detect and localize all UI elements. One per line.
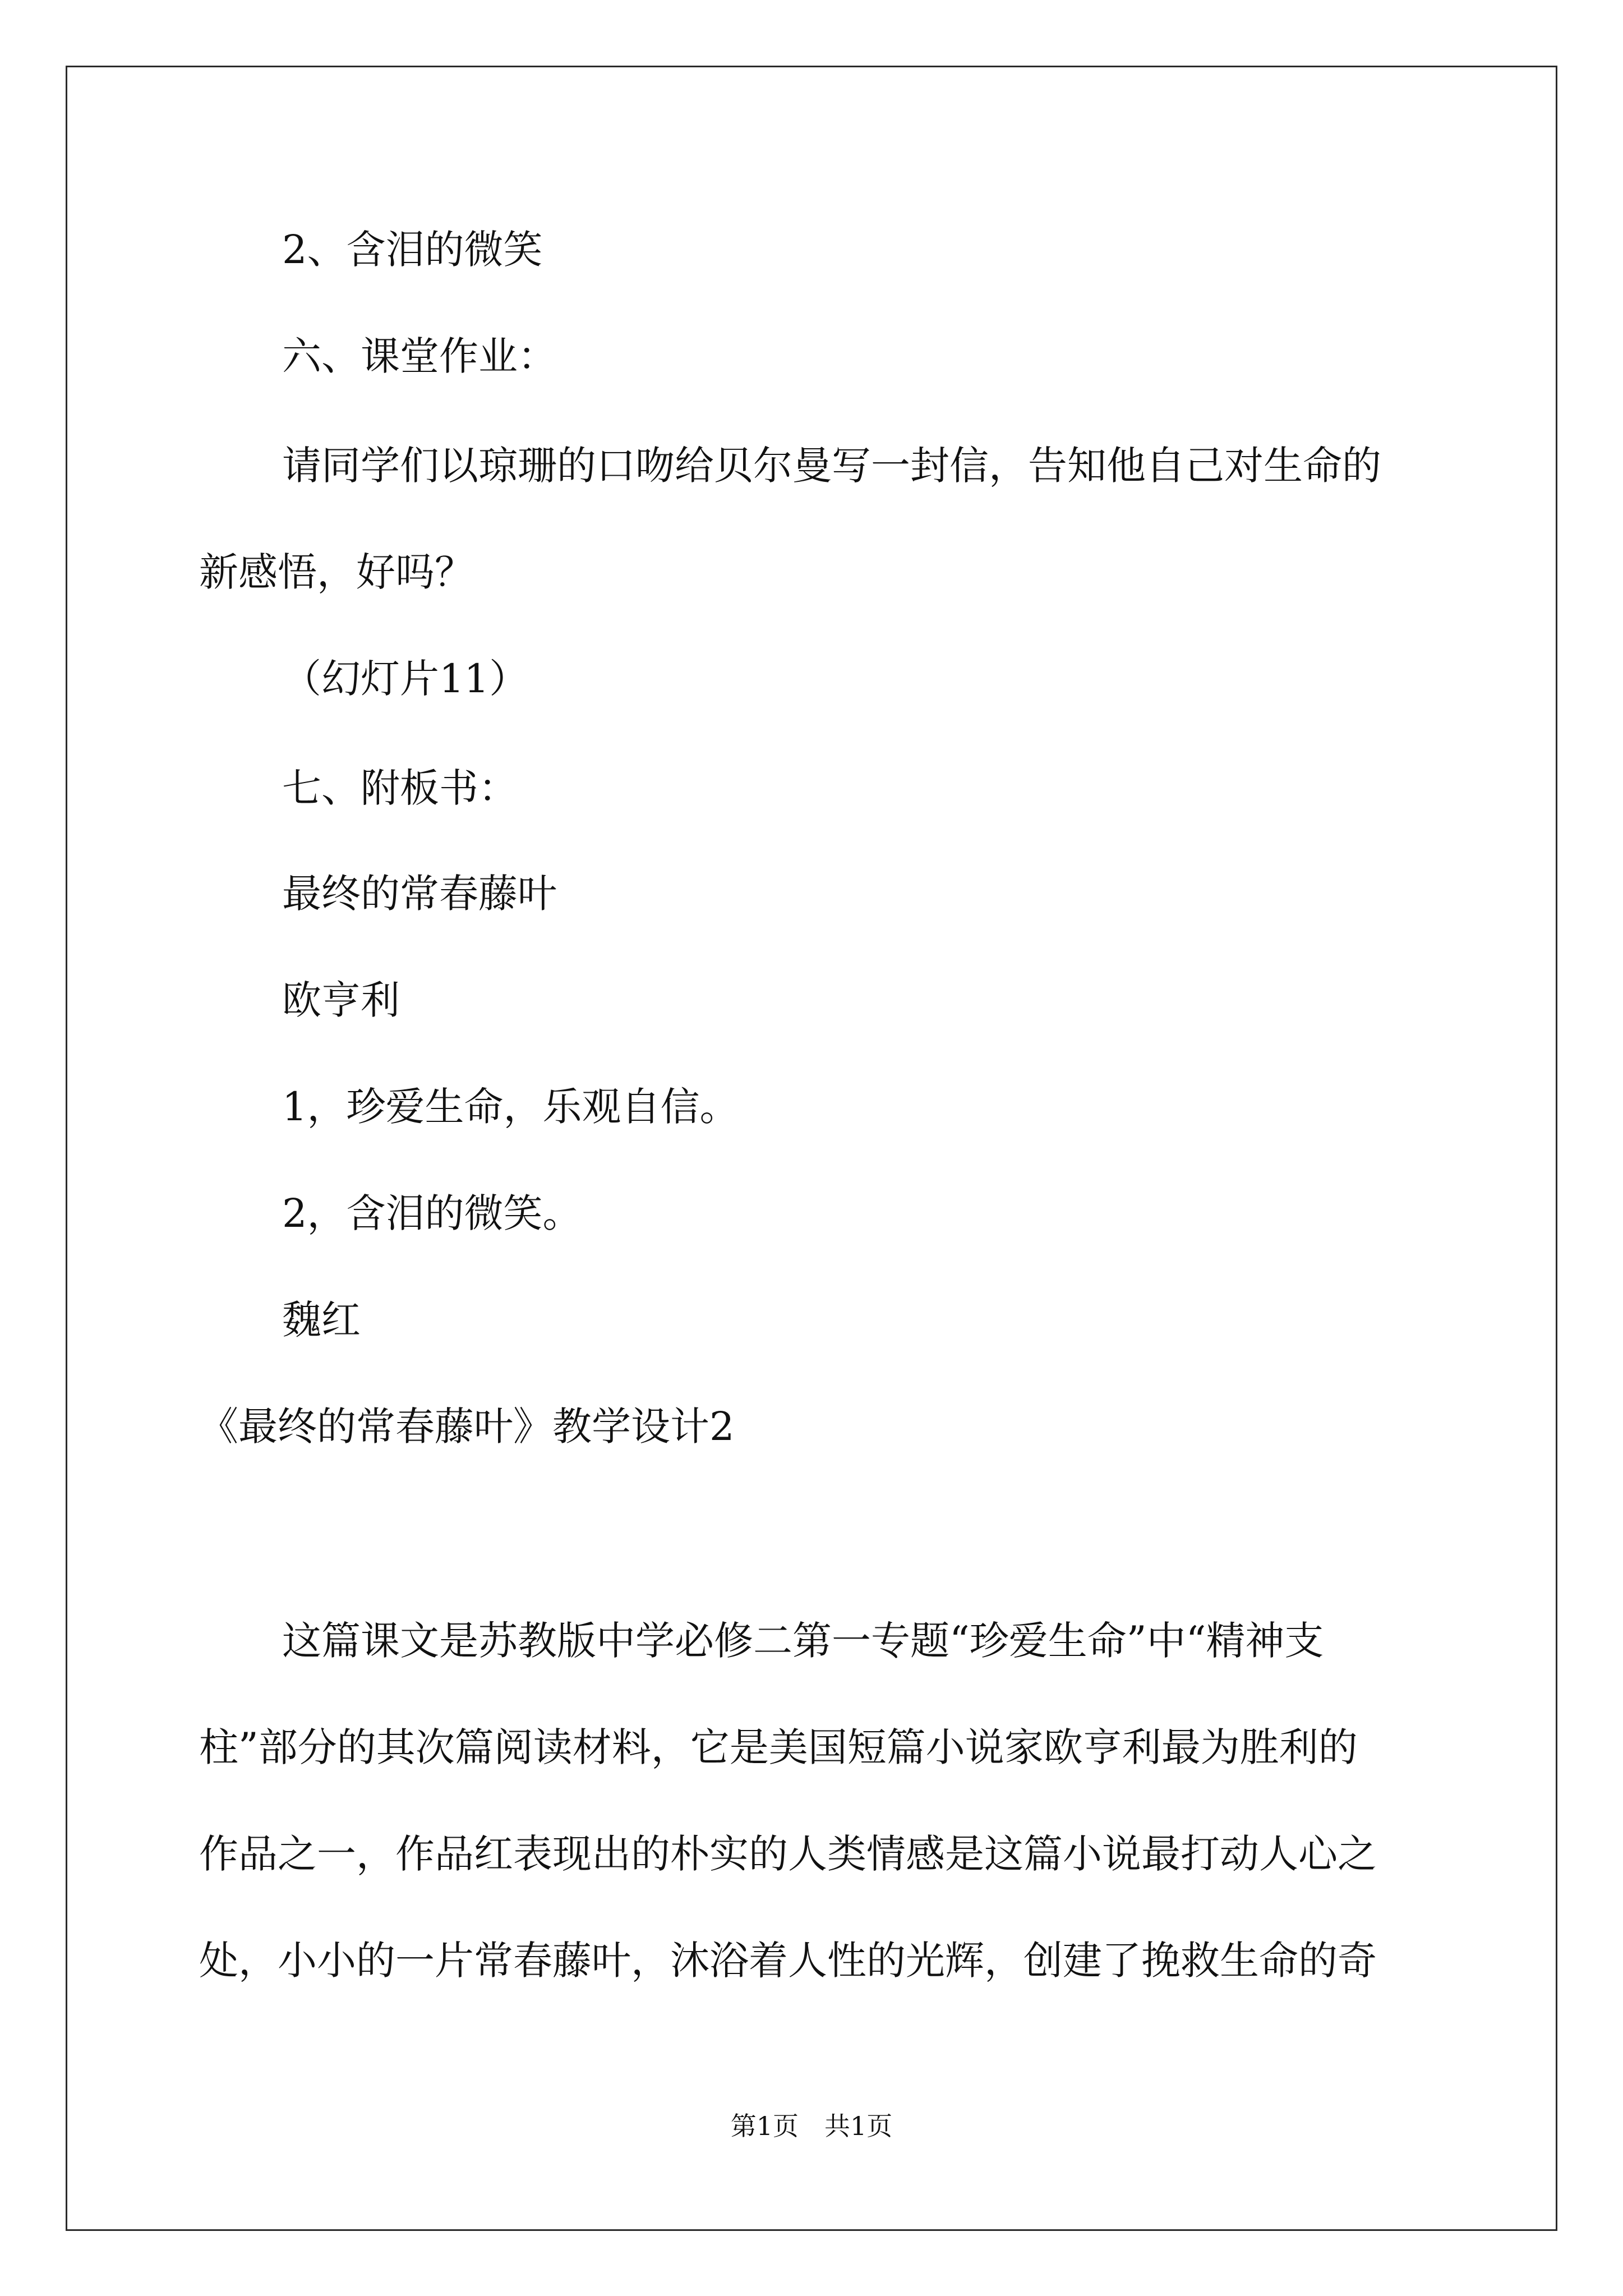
text-line-16: 处，小小的一片常春藤叶，沐浴着人性的光辉，创建了挽救生命的奇 <box>199 1938 1377 1984</box>
text-line-10: 2，含泪的微笑。 <box>282 1190 582 1236</box>
text-line-13: 这篇课文是苏教版中学必修二第一专题“珍爱生命”中“精神支 <box>282 1618 1324 1664</box>
page-border <box>66 66 1557 2231</box>
text-line-5: （幻灯片11） <box>282 656 529 702</box>
section-heading: 《最终的常春藤叶》教学设计2 <box>199 1404 735 1450</box>
text-line-11: 魏红 <box>282 1297 361 1343</box>
text-line-8: 欧亨利 <box>282 977 400 1023</box>
page-footer: 第1页 共1页 <box>730 2111 893 2141</box>
text-line-2: 六、课堂作业： <box>282 333 557 379</box>
text-line-6: 七、附板书： <box>282 765 518 811</box>
text-line-9: 1，珍爱生命，乐观自信。 <box>282 1084 739 1130</box>
text-line-7: 最终的常春藤叶 <box>282 871 557 917</box>
text-line-4: 新感悟，好吗？ <box>199 549 474 595</box>
text-line-3: 请同学们以琼珊的口吻给贝尔曼写一封信，告知他自己对生命的 <box>282 443 1381 489</box>
text-line-1: 2、含泪的微笑 <box>282 227 543 273</box>
text-line-14: 柱”部分的其次篇阅读材料，它是美国短篇小说家欧亨利最为胜利的 <box>199 1724 1358 1770</box>
text-line-15: 作品之一，作品红表现出的朴实的人类情感是这篇小说最打动人心之 <box>199 1831 1377 1877</box>
